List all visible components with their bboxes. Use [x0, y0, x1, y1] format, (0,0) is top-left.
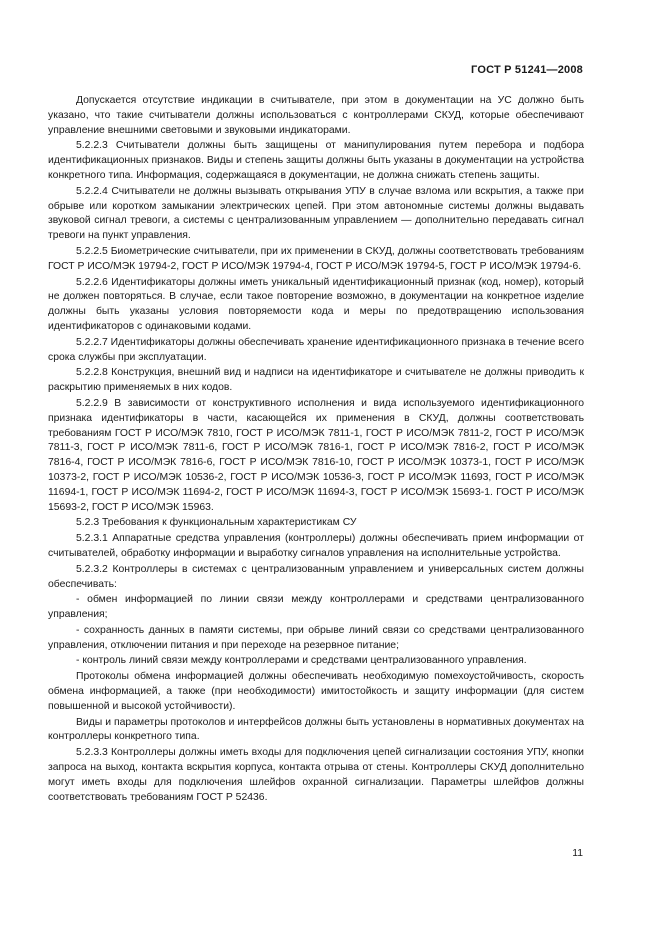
standard-code: ГОСТ Р 51241—2008 — [471, 64, 583, 76]
page-number: 11 — [572, 848, 583, 859]
paragraph: 5.2.2.5 Биометрические считыватели, при их применении в СКУД, должны соответствовать требованиям ГОСТ Р ИСО/МЭК 19794-2, ГОСТ Р ИСО/МЭК 19794-4, ГОСТ Р ИСО/МЭК 19794-5, ГОСТ Р ИСО/МЭК 19794-6. — [48, 245, 584, 272]
paragraph: Допускается отсутствие индикации в считывателе, при этом в документации на УС должно быть указано, что такие считыватели должны использоваться с контроллерами СКУД, которые обеспечивают управление внешними световыми и звуковыми индикаторами. — [48, 95, 584, 136]
paragraph: 5.2.3.2 Контроллеры в системах с централизованным управлением и универсальных систем должны обеспечивать: — [48, 563, 584, 590]
paragraph: 5.2.2.8 Конструкция, внешний вид и надписи на идентификаторе и считывателе не должны приводить к раскрытию применяемых в них кодов. — [48, 367, 584, 394]
document-body — [48, 94, 584, 806]
list-item: - контроль линий связи между контроллерами и средствами централизованного управления. — [76, 655, 527, 667]
list-item: - обмен информацией по линии связи между контроллерами и средствами централизованного управления; — [48, 594, 584, 621]
paragraph: 5.2.2.4 Считыватели не должны вызывать открывания УПУ в случае взлома или вскрытия, а также при обрыве или коротком замыкании электрических цепей. При этом автономные системы должны выдавать звуковой сигнал тревоги, а системы с централизованным управлением — дополнительно передавать сигнал тревоги на пункт управления. — [48, 185, 584, 242]
paragraph: 5.2.2.9 В зависимости от конструктивного исполнения и вида используемого идентификационного признака идентификаторы в части, касающейся их применения в СКУД, должны соответствовать требованиям ГОСТ Р ИСО/МЭК 7810, ГОСТ Р ИСО/МЭК 7811-1, ГОСТ Р ИСО/МЭК 7811-2, ГОСТ Р ИСО/МЭК 7811-3, ГОСТ Р ИСО/МЭК 7811-6, ГОСТ Р ИСО/МЭК 7816-1, ГОСТ Р ИСО/МЭК 7816-2, ГОСТ Р ИСО/МЭК 7816-4, ГОСТ Р ИСО/МЭК 7816-6, ГОСТ Р ИСО/МЭК 7816-10, ГОСТ Р ИСО/МЭК 10373-1, ГОСТ Р ИСО/МЭК 10373-2, ГОСТ Р ИСО/МЭК 10536-2, ГОСТ Р ИСО/МЭК 10536-3, ГОСТ Р ИСО/МЭК 11693, ГОСТ Р ИСО/МЭК 11694-1, ГОСТ Р ИСО/МЭК 11694-2, ГОСТ Р ИСО/МЭК 11694-3, ГОСТ Р ИСО/МЭК 15693-1. ГОСТ Р ИСО/МЭК 15693-2, ГОСТ Р ИСО/МЭК 15963. — [48, 397, 584, 513]
paragraph: Протоколы обмена информацией должны обеспечивать необходимую помехоустойчивость, скорость обмена информацией, а также (при необходимости) имитостойкость и защиту информации (для систем повышенной и высокой устойчивости). — [48, 671, 584, 712]
paragraph: 5.2.2.6 Идентификаторы должны иметь уникальный идентификационный признак (код, номер), который не должен повторяться. В случае, если такое повторение возможно, в документации на конкретное изделие должны быть указаны условия повторяемости кода и меры по предотвращению использования идентификаторов с одинаковыми кодами. — [48, 276, 584, 332]
section-heading: 5.2.3 Требования к функциональным характеристикам СУ — [76, 517, 357, 529]
paragraph: Виды и параметры протоколов и интерфейсов должны быть установлены в нормативных документах на контроллеры конкретного типа. — [48, 716, 584, 743]
paragraph: 5.2.3.3 Контроллеры должны иметь входы для подключения цепей сигнализации состояния УПУ, кнопки запроса на выход, контакта вскрытия корпуса, контакта отрыва от стены. Контроллеры СКУД дополнительно могут иметь входы для подключения шлейфов охранной сигнализации. Параметры шлейфов должны соответствовать требованиям ГОСТ Р 52436. — [48, 747, 584, 803]
paragraph: 5.2.2.3 Считыватели должны быть защищены от манипулирования путем перебора и подбора идентификационных признаков. Виды и степень защиты должны быть указаны в документации на устройства конкретного типа. Информация, содержащаяся в документации, не должна снижать степень защиты. — [48, 140, 584, 181]
paragraph: 5.2.3.1 Аппаратные средства управления (контроллеры) должны обеспечивать прием информации от считывателей, обработку информации и выработку сигналов управления на исполнительные устройства. — [48, 533, 584, 559]
list-item: - сохранность данных в памяти системы, при обрыве линий связи со средствами централизованного управления, отключении питания и при переходе на резервное питание; — [48, 624, 584, 651]
paragraph: 5.2.2.7 Идентификаторы должны обеспечивать хранение идентификационного признака в течение всего срока службы при эксплуатации. — [48, 336, 584, 363]
